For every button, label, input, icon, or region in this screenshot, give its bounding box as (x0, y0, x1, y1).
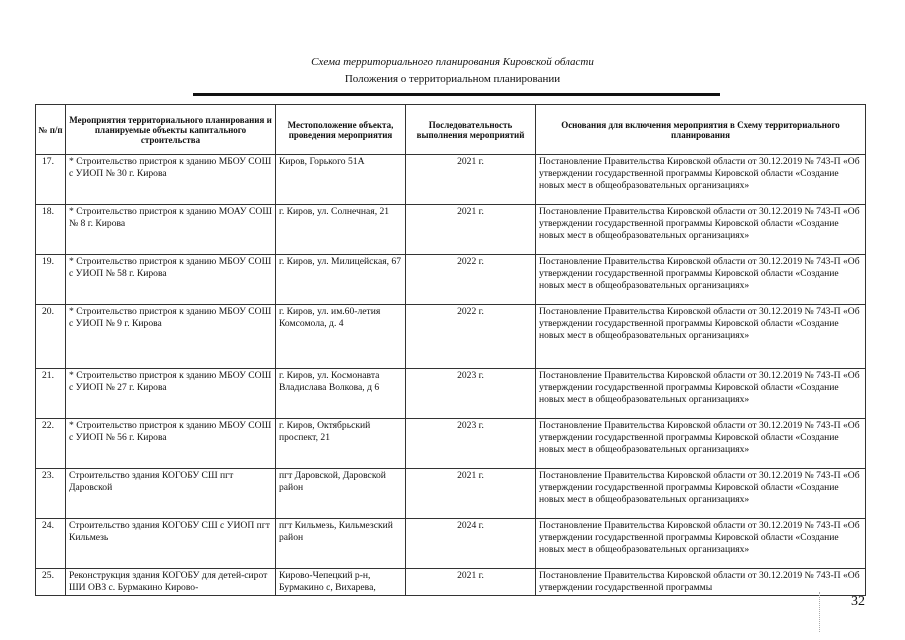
row-basis: Постановление Правительства Кировской области от 30.12.2019 № 743-П «Об утверждении государственной программы Кировской области «Создание новых мест в общеобразовательных организациях» (536, 469, 866, 519)
row-location: г. Киров, ул. Космонавта Владислава Волкова, д 6 (276, 369, 406, 419)
planning-table (35, 104, 866, 596)
row-location: г. Киров, ул. им.60-летия Комсомола, д. 4 (276, 305, 406, 369)
table-row (36, 305, 866, 369)
row-number: 25. (36, 569, 66, 596)
row-year: 2021 г. (406, 205, 536, 255)
row-number: 21. (36, 369, 66, 419)
column-header-number: № п/п (36, 105, 66, 155)
row-number: 18. (36, 205, 66, 255)
page-number: 32 (851, 594, 865, 609)
row-activity: * Строительство пристроя к зданию МОАУ СОШ № 8 г. Кирова (66, 205, 276, 255)
row-basis: Постановление Правительства Кировской области от 30.12.2019 № 743-П «Об утверждении государственной программы Кировской области «Создание новых мест в общеобразовательных организациях» (536, 155, 866, 205)
row-activity: Строительство здания КОГОБУ СШ пгт Даровской (66, 469, 276, 519)
row-year: 2021 г. (406, 155, 536, 205)
row-activity: * Строительство пристроя к зданию МБОУ СОШ с УИОП № 9 г. Кирова (66, 305, 276, 369)
row-location: пгт Даровской, Даровской район (276, 469, 406, 519)
table-row (36, 469, 866, 519)
row-location: г. Киров, ул. Милицейская, 67 (276, 255, 406, 305)
document-title: Схема территориального планирования Кировской области (311, 56, 594, 68)
row-year: 2021 г. (406, 569, 536, 596)
scan-artifact (819, 592, 824, 632)
row-activity: * Строительство пристроя к зданию МБОУ СОШ с УИОП № 30 г. Кирова (66, 155, 276, 205)
table-row (36, 519, 866, 569)
row-activity: * Строительство пристроя к зданию МБОУ СОШ с УИОП № 58 г. Кирова (66, 255, 276, 305)
row-year: 2022 г. (406, 255, 536, 305)
row-location: пгт Кильмезь, Кильмезский район (276, 519, 406, 569)
row-location: г. Киров, ул. Солнечная, 21 (276, 205, 406, 255)
row-number: 19. (36, 255, 66, 305)
row-activity: Строительство здания КОГОБУ СШ с УИОП пгт Кильмезь (66, 519, 276, 569)
row-year: 2021 г. (406, 469, 536, 519)
row-year: 2023 г. (406, 369, 536, 419)
column-header-basis: Основания для включения мероприятия в Схему территориального планирования (536, 105, 866, 155)
table-row (36, 205, 866, 255)
row-year: 2022 г. (406, 305, 536, 369)
document-subtitle: Положения о территориальном планировании (344, 73, 561, 85)
row-number: 24. (36, 519, 66, 569)
row-basis: Постановление Правительства Кировской области от 30.12.2019 № 743-П «Об утверждении государственной программы Кировской области «Создание новых мест в общеобразовательных организациях» (536, 419, 866, 469)
row-number: 20. (36, 305, 66, 369)
row-activity: * Строительство пристроя к зданию МБОУ СОШ с УИОП № 27 г. Кирова (66, 369, 276, 419)
row-basis: Постановление Правительства Кировской области от 30.12.2019 № 743-П «Об утверждении государственной программы Кировской области «Создание новых мест в общеобразовательных организациях» (536, 519, 866, 569)
row-basis: Постановление Правительства Кировской области от 30.12.2019 № 743-П «Об утверждении государственной программы (536, 569, 866, 596)
column-header-activity: Мероприятия территориального планирования и планируемые объекты капитального строительства (66, 105, 276, 155)
row-basis: Постановление Правительства Кировской области от 30.12.2019 № 743-П «Об утверждении государственной программы Кировской области «Создание новых мест в общеобразовательных организациях» (536, 205, 866, 255)
row-activity: Реконструкция здания КОГОБУ для детей-сирот ШИ ОВЗ с. Бурмакино Кирово- (66, 569, 276, 596)
row-number: 22. (36, 419, 66, 469)
table-row (36, 569, 866, 596)
row-activity: * Строительство пристроя к зданию МБОУ СОШ с УИОП № 56 г. Кирова (66, 419, 276, 469)
row-location: Киров, Горького 51А (276, 155, 406, 205)
row-basis: Постановление Правительства Кировской области от 30.12.2019 № 743-П «Об утверждении государственной программы Кировской области «Создание новых мест в общеобразовательных организациях» (536, 305, 866, 369)
row-year: 2023 г. (406, 419, 536, 469)
header-rule (193, 93, 720, 96)
table-row (36, 419, 866, 469)
row-location: Кирово-Чепецкий р-н, Бурмакино с, Вихарева, (276, 569, 406, 596)
row-number: 23. (36, 469, 66, 519)
row-number: 17. (36, 155, 66, 205)
column-header-sequence: Последовательность выполнения мероприятий (406, 105, 536, 155)
table-row (36, 369, 866, 419)
table-header-row (36, 105, 866, 155)
row-year: 2024 г. (406, 519, 536, 569)
row-location: г. Киров, Октябрьский проспект, 21 (276, 419, 406, 469)
row-basis: Постановление Правительства Кировской области от 30.12.2019 № 743-П «Об утверждении государственной программы Кировской области «Создание новых мест в общеобразовательных организациях» (536, 369, 866, 419)
table-row (36, 155, 866, 205)
table-row (36, 255, 866, 305)
column-header-location: Местоположение объекта, проведения мероприятия (276, 105, 406, 155)
row-basis: Постановление Правительства Кировской области от 30.12.2019 № 743-П «Об утверждении государственной программы Кировской области «Создание новых мест в общеобразовательных организациях» (536, 255, 866, 305)
